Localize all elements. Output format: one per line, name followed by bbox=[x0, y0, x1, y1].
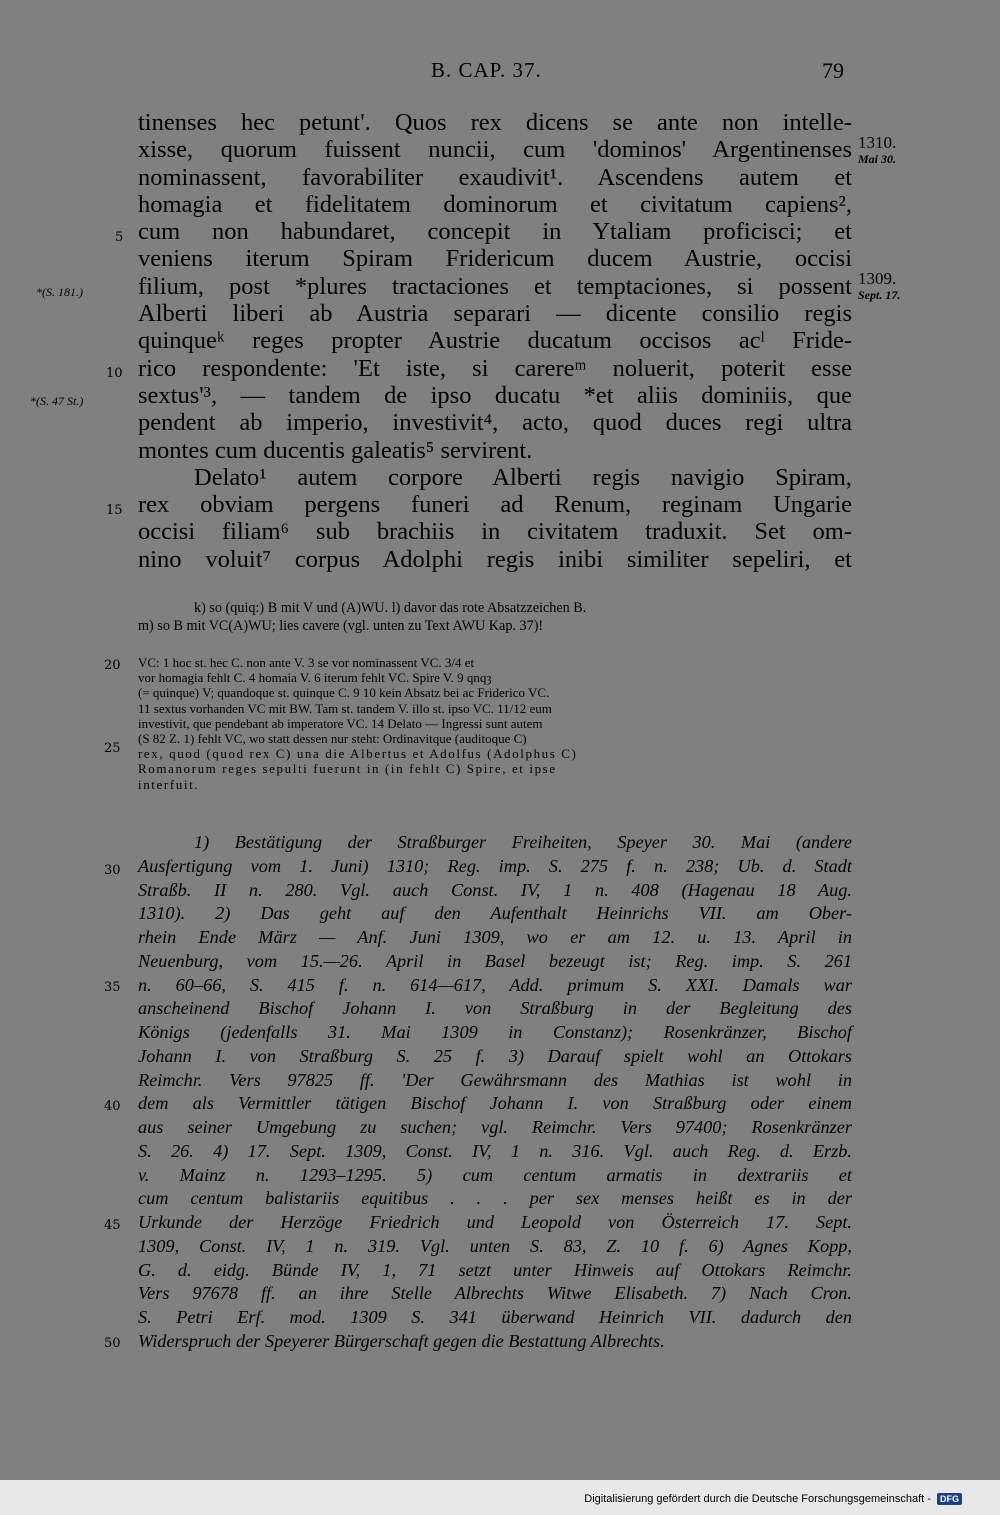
text-line: homagia et fidelitatem dominorum et civitatum capiens², bbox=[138, 190, 852, 218]
footnote-line: Ausfertigung vom 1. Juni) 1310; Reg. imp. S. 275 f. n. 238; Ub. d. Stadt bbox=[138, 855, 852, 876]
margin-date-year: 1309. bbox=[858, 269, 897, 288]
footer-text: Digitalisierung gefördert durch die Deutsche Forschungsgemeinschaft - bbox=[584, 1493, 931, 1505]
line-number-10: 10 bbox=[106, 366, 123, 381]
margin-date-1 bbox=[858, 135, 896, 167]
line-number-5: 5 bbox=[115, 230, 124, 245]
footnote-line: aus seiner Umgebung zu suchen; vgl. Reimchr. Vers 97400; Rosenkränzer bbox=[138, 1117, 852, 1137]
footnote-line: 1310). 2) Das geht auf den Aufenthalt Heinrichs VII. am Ober- bbox=[138, 903, 852, 924]
text-line: rex obviam pergens funeri ad Renum, reginam Ungarie bbox=[138, 491, 852, 519]
note-line: 11 sextus vorhanden VC mit BW. Tam st. tandem V. illo st. ipso VC. 11/12 eum bbox=[138, 700, 552, 716]
dfg-logo-icon: DFG bbox=[937, 1493, 962, 1505]
footnote-line: 1) Bestätigung der Straßburger Freiheiten, Speyer 30. Mai (andere bbox=[194, 832, 852, 852]
line-number-35: 35 bbox=[104, 980, 121, 995]
footnote-line: Urkunde der Herzöge Friedrich und Leopold von Österreich 17. Sept. bbox=[138, 1212, 852, 1232]
note-line: m) so B mit VC(A)WU; lies cavere (vgl. unten zu Text AWU Kap. 37)! bbox=[138, 618, 544, 634]
footnote-line: anscheinend Bischof Johann I. von Straßburg in der Begleitung des bbox=[138, 998, 852, 1019]
main-text bbox=[138, 109, 852, 573]
text-line: quinqueᵏ reges propter Austrie ducatum occisos acˡ Fride- bbox=[138, 327, 852, 355]
apparatus-notes bbox=[138, 655, 852, 792]
footnote-line: Johann I. von Straßburg S. 25 f. 3) Darauf spielt wohl an Ottokars bbox=[138, 1045, 852, 1066]
text-line: nominassent, favorabiliter exaudivit¹. Ascendens autem et bbox=[138, 163, 852, 191]
text-line: occisi filiam⁶ sub brachiis in civitatem traduxit. Set om- bbox=[138, 518, 852, 546]
margin-date-2 bbox=[858, 271, 900, 303]
footnote-line: G. d. eidg. Bünde IV, 1, 71 setzt unter Hinweis auf Ottokars Reimchr. bbox=[138, 1259, 852, 1280]
running-head: B. CAP. 37. bbox=[431, 58, 542, 82]
line-number-45: 45 bbox=[104, 1218, 121, 1233]
line-number-20: 20 bbox=[104, 658, 121, 673]
note-line: k) so (quiq:) B mit V und (A)WU. l) davor das rote Absatzzeichen B. bbox=[194, 600, 587, 616]
page-number: 79 bbox=[822, 58, 844, 83]
text-line: xisse, quorum fuissent nuncii, cum 'dominos' Argentinenses bbox=[138, 136, 852, 164]
footnote-line: n. 60–66, S. 415 f. n. 614—617, Add. primum S. XXI. Damals war bbox=[138, 974, 852, 995]
variant-notes bbox=[138, 599, 852, 635]
footnote-line: Straßb. II n. 280. Vgl. auch Const. IV, 1 n. 408 (Hagenau 18 Aug. bbox=[138, 879, 852, 900]
note-line: investivit, que pendebant ab imperatore VC. 14 Delato — Ingressi sunt autem bbox=[138, 715, 543, 731]
footnote-line: Reimchr. Vers 97825 ff. 'Der Gewährsmann des Mathias ist wohl in bbox=[138, 1069, 852, 1090]
footnote-line: Widerspruch der Speyerer Bürgerschaft gegen die Bestattung Albrechts. bbox=[138, 1330, 665, 1351]
margin-date-day: Sept. 17. bbox=[858, 288, 901, 302]
footnote-line: cum centum balistariis equitibus . . . per sex menses heißt es in der bbox=[138, 1188, 852, 1209]
text-line: sextus'³, — tandem de ipso ducatu *et aliis dominiis, que bbox=[138, 381, 852, 409]
note-line: Romanorum reges sepulti fuerunt in (in fehlt C) Spire, et ipse bbox=[138, 761, 557, 777]
line-number-30: 30 bbox=[104, 863, 121, 878]
source-ref-1: *(S. 181.) bbox=[36, 285, 83, 299]
note-line: (= quinque) V; quandoque st. quinque C. 9 10 kein Absatz bei ac Friderico VC. bbox=[138, 685, 550, 701]
note-line: vor homagia fehlt C. 4 homaia V. 6 iterum fehlt VC. Spire V. 9 qnqȝ bbox=[138, 670, 492, 686]
footnote-line: rhein Ende März — Anf. Juni 1309, wo er am 12. u. 13. April in bbox=[138, 927, 852, 947]
footnote-line: Königs (jedenfalls 31. Mai 1309 in Constanz); Rosenkränzer, Bischof bbox=[138, 1022, 852, 1042]
page-header bbox=[0, 58, 1000, 88]
footnote-line: v. Mainz n. 1293–1295. 5) cum centum armatis in dextrariis et bbox=[138, 1164, 852, 1185]
text-line: Alberti liberi ab Austria separari — dicente consilio regis bbox=[138, 300, 852, 328]
note-line: (S 82 Z. 1) fehlt VC, wo statt dessen nur steht: Ordinavitque (auditoque C) bbox=[138, 730, 527, 746]
commentary-notes bbox=[138, 831, 852, 1354]
text-line: rico respondente: 'Et iste, si carereᵐ noluerit, poterit esse bbox=[138, 354, 852, 382]
note-line: VC: 1 hoc st. hec C. non ante V. 3 se vor nominassent VC. 3/4 et bbox=[138, 655, 475, 670]
text-line: nino voluit⁷ corpus Adolphi regis inibi similiter sepeliri, et bbox=[138, 545, 852, 573]
text-line: filium, post *plures tractaciones et temptaciones, si possent bbox=[138, 272, 852, 300]
text-line: pendent ab imperio, investivit⁴, acto, quod duces regi ultra bbox=[138, 409, 852, 437]
text-line: montes cum ducentis galeatis⁵ servirent. bbox=[138, 436, 533, 464]
footnote-line: Vers 97678 ff. an ihre Stelle Albrechts Witwe Elisabeth. 7) Nach Cron. bbox=[138, 1283, 852, 1304]
line-number-50: 50 bbox=[104, 1336, 121, 1351]
text-line: veniens iterum Spiram Fridericum ducem Austrie, occisi bbox=[138, 245, 852, 273]
footnote-line: dem als Vermittler tätigen Bischof Johann I. von Straßburg oder einem bbox=[138, 1093, 852, 1114]
text-line: Delato¹ autem corpore Alberti regis navigio Spiram, bbox=[194, 463, 852, 491]
text-line: tinenses hec petunt'. Quos rex dicens se ante non intelle- bbox=[138, 109, 852, 136]
source-ref-2: *(S. 47 St.) bbox=[30, 394, 84, 408]
margin-date-day: Mai 30. bbox=[858, 152, 897, 166]
footnote-line: S. Petri Erf. mod. 1309 S. 341 überwand Heinrich VII. dadurch den bbox=[138, 1307, 852, 1327]
note-line: interfuit. bbox=[138, 776, 200, 792]
digitization-footer bbox=[584, 1493, 962, 1505]
note-line: rex, quod (quod rex C) una die Albertus et Adolfus (Adolphus C) bbox=[138, 746, 578, 762]
footnote-line: 1309, Const. IV, 1 n. 319. Vgl. unten S. 83, Z. 10 f. 6) Agnes Kopp, bbox=[138, 1235, 852, 1256]
footnote-line: S. 26. 4) 17. Sept. 1309, Const. IV, 1 n. 316. Vgl. auch Reg. d. Erzb. bbox=[138, 1140, 852, 1161]
footnote-line: Neuenburg, vom 15.—26. April in Basel bezeugt ist; Reg. imp. S. 261 bbox=[138, 950, 852, 971]
margin-date-year: 1310. bbox=[858, 133, 897, 152]
line-number-40: 40 bbox=[104, 1099, 121, 1114]
text-line: cum non habundaret, concepit in Ytaliam proficisci; et bbox=[138, 218, 852, 246]
line-number-25: 25 bbox=[104, 741, 121, 756]
line-number-15: 15 bbox=[106, 503, 123, 518]
